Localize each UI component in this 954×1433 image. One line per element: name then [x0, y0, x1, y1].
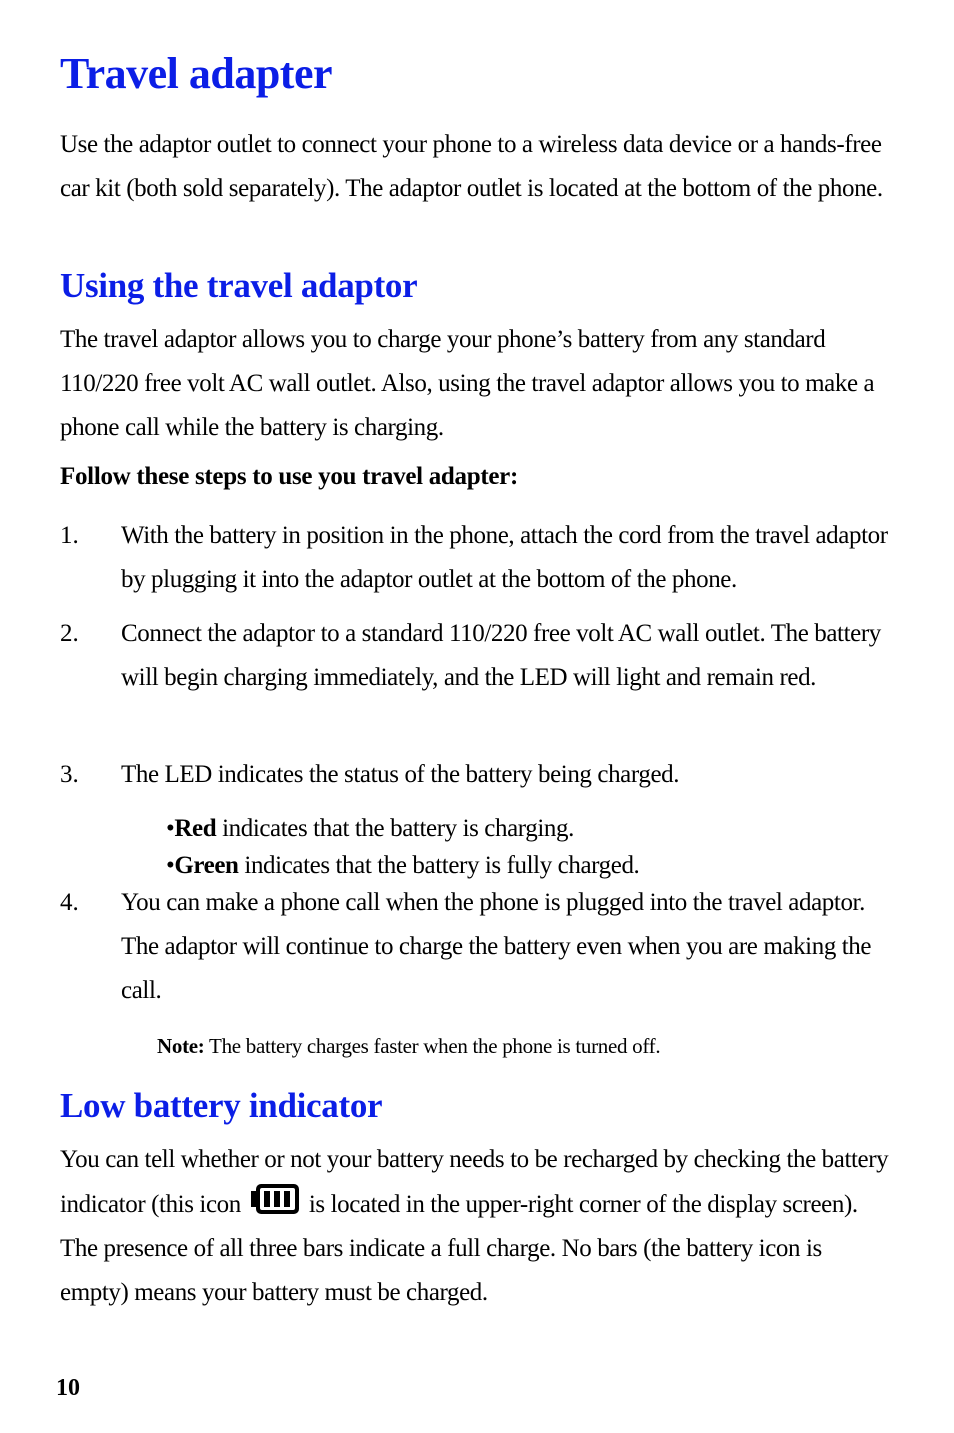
low-battery-paragraph — [60, 1138, 890, 1315]
note-label: Note: — [157, 1034, 205, 1058]
section-heading-travel-adaptor: Using the travel adaptor — [60, 266, 418, 305]
bullet-term: Green — [174, 852, 239, 879]
step-text: You can make a phone call when the phone is plugged into the travel adaptor. The adaptor will continue to charge the battery even when you are making the call. — [121, 889, 872, 1004]
step-number: 2. — [60, 620, 79, 647]
step-text: The LED indicates the status of the battery being charged. — [121, 761, 680, 788]
step-number: 4. — [60, 889, 79, 916]
bullet-mark: • — [166, 815, 175, 842]
bullet-red — [166, 810, 574, 847]
bullet-green — [166, 847, 639, 884]
battery-full-icon — [251, 1182, 301, 1216]
bullet-mark: • — [166, 852, 175, 879]
bullet-text: indicates that the battery is charging. — [216, 815, 574, 842]
page-number: 10 — [56, 1375, 80, 1401]
step-number: 1. — [60, 522, 79, 549]
section-heading-low-battery: Low battery indicator — [60, 1086, 383, 1125]
note-text: The battery charges faster when the phone is turned off. — [204, 1034, 661, 1058]
intro-paragraph: Use the adaptor outlet to connect your phone to a wireless data device or a hands-free car kit (both sold separately). The adaptor outlet is located at the bottom of the phone. — [60, 131, 883, 202]
bullet-text: indicates that the battery is fully charged. — [238, 852, 640, 879]
step-text: With the battery in position in the phone, attach the cord from the travel adaptor by plugging it into the adaptor outlet at the bottom of the phone. — [121, 522, 888, 593]
step-number: 3. — [60, 761, 79, 788]
step-text: Connect the adaptor to a standard 110/220 free volt AC wall outlet. The battery will begin charging immediately, and the LED will light and remain red. — [121, 620, 881, 691]
page-title: Travel adapter — [60, 49, 333, 98]
note — [157, 1034, 660, 1059]
travel-adaptor-paragraph: The travel adaptor allows you to charge your phone’s battery from any standard 110/220 free volt AC wall outlet. Also, using the travel adaptor allows you to make a phone call while the battery is charging. — [60, 326, 875, 441]
low-battery-text-before: You can tell whether or not your battery needs to be recharged by checking the battery indicator (this icon — [60, 1146, 889, 1218]
low-battery-text-after: is located in the upper-right corner of the display screen). The presence of all three bars indicate a full charge. No bars (the battery icon is empty) means your battery must be charged. — [60, 1191, 858, 1306]
steps-lead: Follow these steps to use you travel adapter: — [60, 463, 518, 490]
bullet-term: Red — [174, 815, 217, 842]
